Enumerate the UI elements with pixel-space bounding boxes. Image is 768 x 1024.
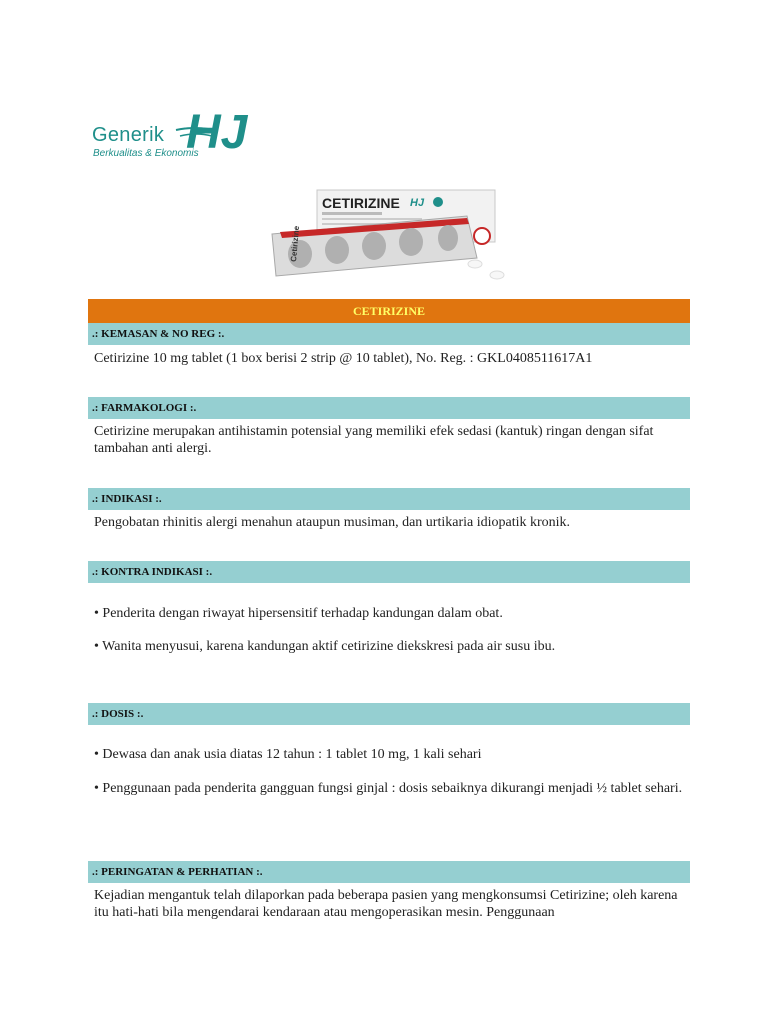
logo-brand-text: Generik bbox=[92, 124, 165, 146]
section-header-kontra-indikasi: .: KONTRA INDIKASI :. bbox=[88, 561, 690, 583]
section-text-kemasan: Cetirizine 10 mg tablet (1 box berisi 2 strip @ 10 tablet), No. Reg. : GKL0408511617A1 bbox=[94, 351, 593, 366]
product-box-brand: HJ bbox=[410, 197, 425, 209]
hj-logo-icon bbox=[174, 100, 248, 162]
product-box-label: CETIRIZINE bbox=[322, 195, 400, 211]
strip-label: Cetirizine bbox=[289, 225, 302, 263]
product-photo bbox=[262, 188, 512, 288]
brand-logo bbox=[92, 100, 248, 162]
list-item: • Wanita menyusui, karena kandungan aktif cetirizine diekskresi pada air susu ibu. bbox=[94, 639, 556, 654]
section-text-farmakologi: Cetirizine merupakan antihistamin potensial yang memiliki efek sedasi (kantuk) ringan dengan sifat tambahan anti alergi. bbox=[94, 424, 654, 456]
section-text-peringatan: Kejadian mengantuk telah dilaporkan pada beberapa pasien yang mengkonsumsi Cetirizine; oleh karena itu hati-hati bila mengendarai kendaraan atau mengoperasikan mesin. Penggunaan bbox=[94, 888, 678, 920]
page-title: CETIRIZINE bbox=[88, 299, 690, 323]
section-header-kemasan: .: KEMASAN & NO REG :. bbox=[88, 323, 690, 345]
logo-mark-text: HJ bbox=[186, 106, 248, 159]
list-item: • Penderita dengan riwayat hipersensitif terhadap kandungan dalam obat. bbox=[94, 606, 503, 621]
list-item: • Dewasa dan anak usia diatas 12 tahun : 1 tablet 10 mg, 1 kali sehari bbox=[94, 747, 482, 762]
section-header-dosis: .: DOSIS :. bbox=[88, 703, 690, 725]
list-item: • Penggunaan pada penderita gangguan fungsi ginjal : dosis sebaiknya dikurangi menjadi ½ tablet sehari. bbox=[94, 781, 683, 796]
section-text-indikasi: Pengobatan rhinitis alergi menahun ataupun musiman, dan urtikaria idiopatik kronik. bbox=[94, 515, 571, 530]
section-header-indikasi: .: INDIKASI :. bbox=[88, 488, 690, 510]
logo-tagline: Berkualitas & Ekonomis bbox=[93, 148, 199, 159]
section-header-peringatan: .: PERINGATAN & PERHATIAN :. bbox=[88, 861, 690, 883]
section-header-farmakologi: .: FARMAKOLOGI :. bbox=[88, 397, 690, 419]
